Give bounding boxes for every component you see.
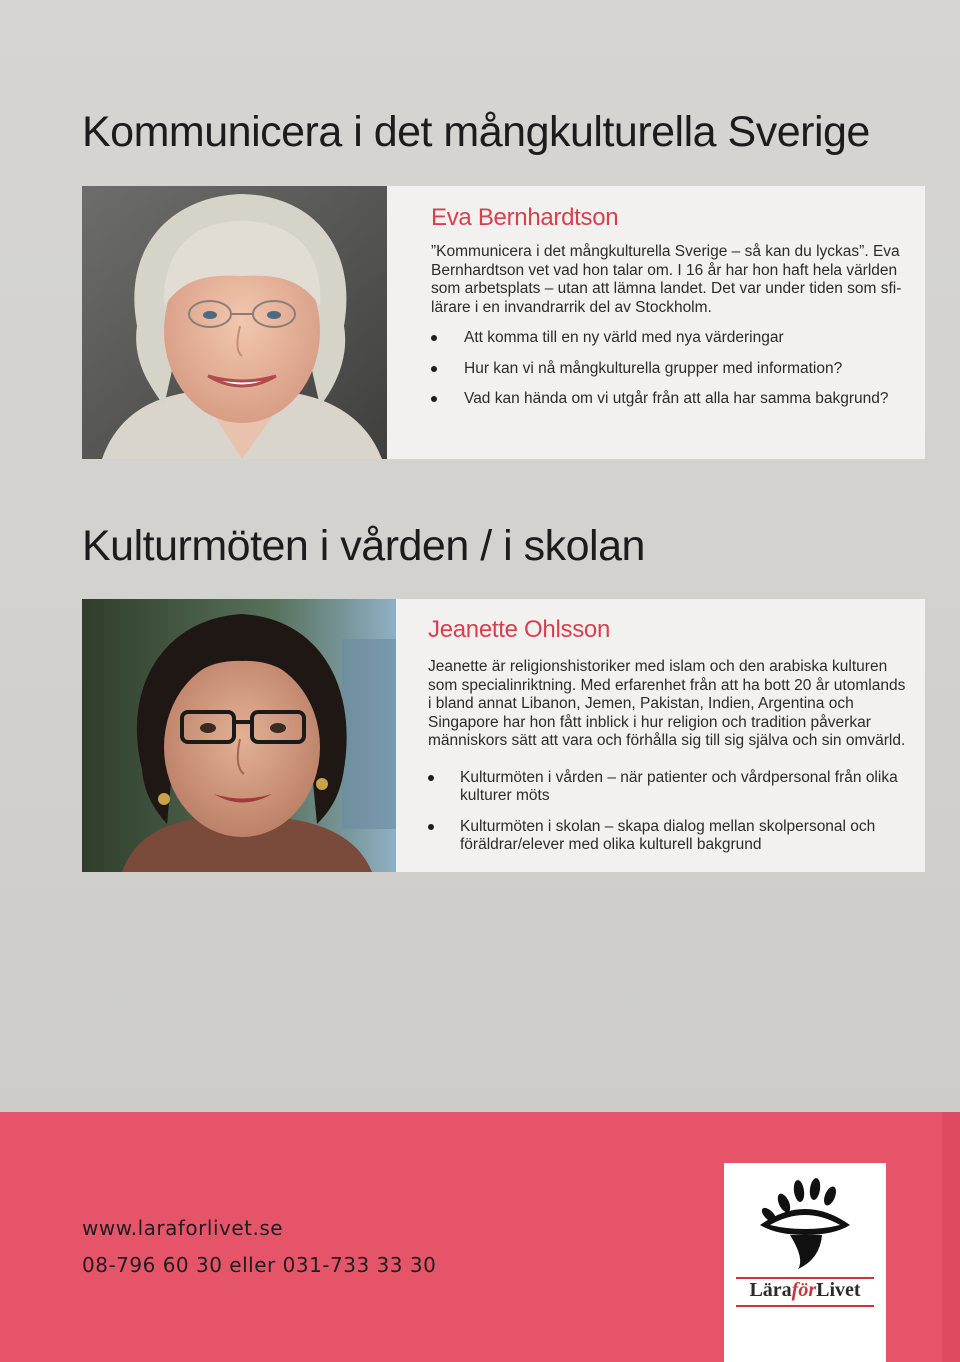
logo-wordmark [724,1279,886,1302]
topic-item-label: Kulturmöten i vården – när patienter och vårdpersonal från olika kulturer möts [460,768,898,804]
logo-text-lara: Lära [749,1279,792,1301]
topic-item-label: Kulturmöten i skolan – skapa dialog mellan skolpersonal och föräldrar/elever med olika kulturell bakgrund [460,817,876,853]
topic-item [428,818,908,855]
website-link[interactable]: www.laraforlivet.se [82,1216,284,1240]
speaker-intro: Jeanette är religionshistoriker med islam och den arabiska kulturen som specialinriktning. Med erfarenhet från att ha bott 20 år utomlands i bland annat Libanon, Jemen, Pakistan, Indien, Argentina och Singapore har hon fått inblick i hur religion och tradition påverkar människors sätt att vara och förhålla sig till sig själva och sin omvärld. [428,658,906,749]
topic-item [428,769,908,806]
section-heading-communication: Kommunicera i det mångkulturella Sverige [82,108,870,156]
bullet-icon [431,396,437,402]
speaker-intro: ”Kommunicera i det mångkulturella Sverige – så kan du lyckas”. Eva Bernhardtson vet vad hon talar om. I 16 år har hon haft hela världen som arbetsplats – utan att lämna landet. Det var under tiden som sfi-lärare i en invandrarrik del av Stockholm. [431,243,902,316]
topic-list [431,329,911,409]
speaker-info-eva [431,186,911,459]
bullet-icon [428,775,434,781]
phone-numbers: 08-796 60 30 eller 031-733 33 30 [82,1253,437,1277]
topic-list [428,769,908,855]
speaker-info-jeanette [428,599,908,872]
logo-rule-bottom [736,1305,874,1307]
eye-hand-logo-icon [724,1163,886,1273]
topic-item [431,390,911,409]
topic-item-label: Att komma till en ny värld med nya värderingar [464,329,784,346]
section-heading-culture-meetings: Kulturmöten i vården / i skolan [82,522,645,570]
logo-text-for: för [791,1279,817,1301]
speaker-photo-jeanette [82,599,396,872]
topic-item-label: Vad kan hända om vi utgår från att alla har samma bakgrund? [464,390,889,407]
footer-edge-stripe [942,1112,960,1362]
speaker-name: Eva Bernhardtson [431,204,619,231]
lara-for-livet-logo [724,1163,886,1362]
speaker-card-eva [82,186,925,459]
bullet-icon [431,366,437,372]
logo-text-livet: Livet [816,1279,861,1301]
speaker-card-jeanette [82,599,925,872]
topic-item [431,329,911,348]
topic-item [431,360,911,379]
topic-item-label: Hur kan vi nå mångkulturella grupper med information? [464,359,843,377]
bullet-icon [431,335,437,341]
bullet-icon [428,824,434,830]
speaker-photo-eva [82,186,387,459]
speaker-name: Jeanette Ohlsson [428,616,610,643]
